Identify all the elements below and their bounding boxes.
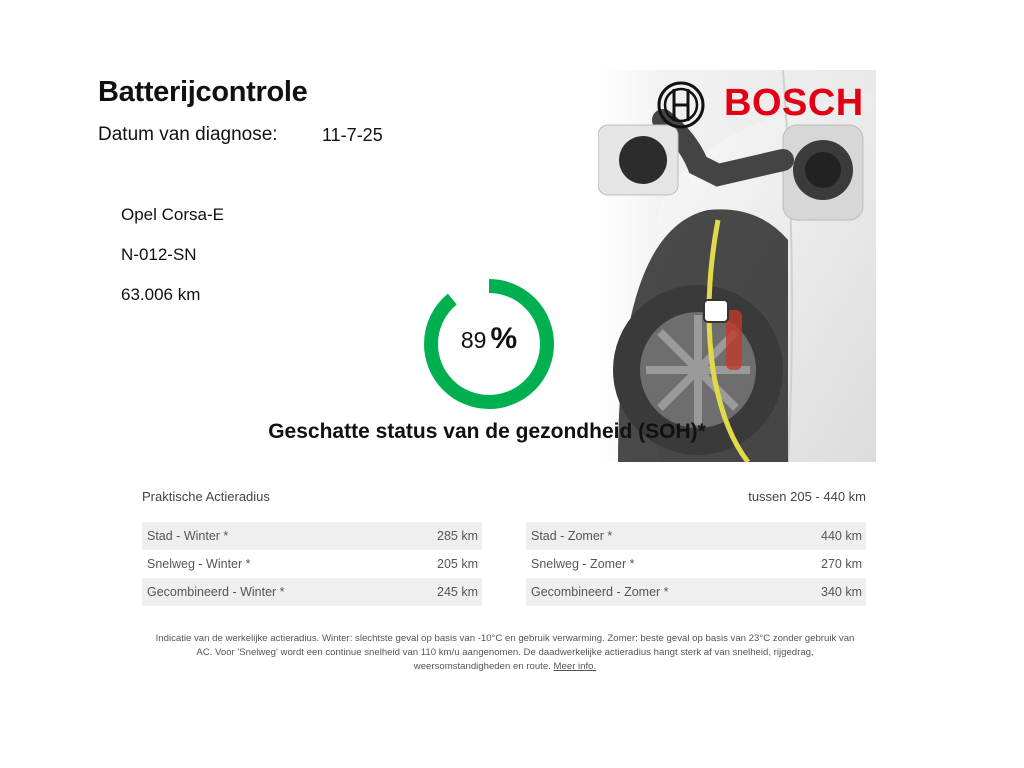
vehicle-model: Opel Corsa-E [121,205,224,224]
range-footnote [150,632,860,674]
table-row [142,550,482,578]
bosch-armature-logo-icon [656,80,706,130]
range-total: tussen 205 - 440 km [748,489,866,504]
bosch-wordmark: BOSCH [724,82,864,124]
range-value: 285 km [437,529,478,543]
report-header-card [98,70,876,462]
winter-range-table [142,522,482,606]
range-value: 270 km [821,557,862,571]
range-label: Gecombineerd - Zomer * [531,585,669,599]
page-title: Batterijcontrole [98,76,308,108]
range-label: Snelweg - Winter * [147,557,251,571]
vehicle-mileage: 63.006 km [121,285,201,304]
table-row [526,550,866,578]
range-value: 245 km [437,585,478,599]
summer-range-table [526,522,866,606]
range-value: 440 km [821,529,862,543]
table-row [142,522,482,550]
more-info-link[interactable]: Meer info. [553,661,597,672]
diagnosis-date-label: Datum van diagnose: [98,124,278,145]
table-row [142,578,482,606]
soh-unit: % [490,322,518,355]
range-heading: Praktische Actieradius [142,489,270,504]
footnote-text: Indicatie van de werkelijke actieradius. Winter: slechtste geval op basis van -10°C en gebruik verwarming. Zomer: beste geval op basis van 23°C zonder gebruik van AC. Voor 'Snelweg' wordt een continue snelheid van 110 km/u aangenomen. De daadwerkelijke actieradius hangt sterk af van snelheid, rijgedrag, weersomstandigheden en route. [155,633,855,672]
range-value: 340 km [821,585,862,599]
diagnosis-date-value: 11-7-25 [322,125,383,145]
range-label: Gecombineerd - Winter * [147,585,285,599]
vehicle-plate: N-012-SN [121,245,197,264]
table-row [526,522,866,550]
soh-caption: Geschatte status van de gezondheid (SOH)* [268,420,706,443]
range-label: Stad - Zomer * [531,529,613,543]
soh-value: 89 [460,327,487,353]
table-row [526,578,866,606]
soh-value-display [421,322,557,356]
car-charging-photo [598,70,876,462]
range-label: Snelweg - Zomer * [531,557,635,571]
range-value: 205 km [437,557,478,571]
range-label: Stad - Winter * [147,529,229,543]
